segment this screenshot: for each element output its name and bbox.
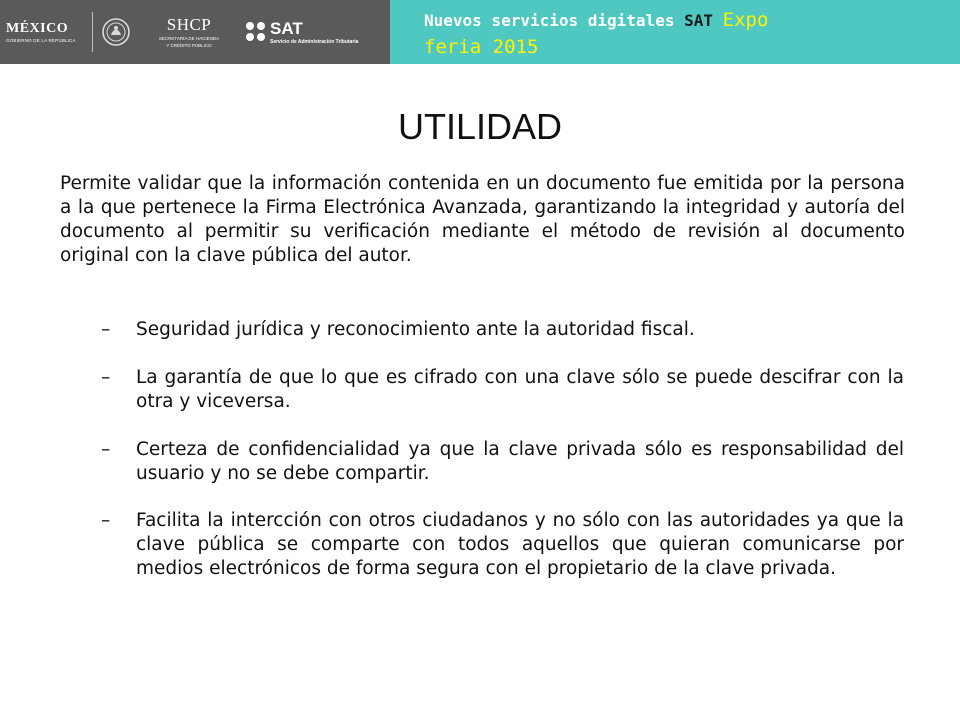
bullet-item: [101, 509, 904, 581]
banner-text-part1: Nuevos servicios digitales: [424, 11, 675, 30]
bullet-item: [101, 438, 904, 486]
event-banner: [390, 0, 960, 64]
sat-logo-title: SAT: [270, 18, 303, 38]
government-logo-strip: [0, 0, 390, 64]
slide-header: [0, 0, 960, 64]
bullet-dash: –: [101, 319, 111, 340]
sat-logo-icon: [245, 21, 267, 43]
slide-paragraph: Permite validar que la información contenida en un documento fue emitida por la persona a la que pertenece la Firma Electrónica Avanzada, garantizando la integridad y autoría del documento al permitir su verificación mediante el método de revisión al documento original con la clave pública del autor.: [60, 173, 905, 266]
national-seal-icon: [101, 17, 131, 47]
bullet-item: [101, 366, 904, 414]
slide-title: UTILIDAD: [397, 106, 563, 147]
banner-text-expo: Expo: [722, 9, 769, 31]
bullet-text: Facilita la intercción con otros ciudadanos y no sólo con las autoridades ya que la clave pública se comparte con todos aquellos que quieran comunicarse por medios electrónicos de forma segura con el propietario de la clave privada.: [136, 510, 904, 579]
bullet-text: Seguridad jurídica y reconocimiento ante la autoridad fiscal.: [136, 319, 695, 340]
shcp-logo-subtitle-2: Y CRÉDITO PÚBLICO: [166, 43, 212, 48]
banner-text-feria: feria 2015: [424, 36, 539, 58]
mexico-logo-title: MÉXICO: [6, 21, 69, 36]
mexico-logo: [6, 0, 88, 64]
shcp-logo: [149, 15, 229, 49]
bullet-text: Certeza de confidencialidad ya que la clave privada sólo es responsabilidad del usuario y no se debe compartir.: [136, 439, 904, 484]
logo-divider: [92, 12, 93, 52]
shcp-logo-subtitle-1: SECRETARÍA DE HACIENDA: [158, 36, 220, 41]
sat-logo: [245, 20, 358, 45]
bullet-dash: –: [101, 510, 111, 531]
shcp-logo-title: SHCP: [166, 15, 212, 34]
mexico-logo-subtitle: GOBIERNO DE LA REPÚBLICA: [6, 38, 76, 43]
bullet-item: [101, 318, 904, 342]
banner-text-sat: SAT: [684, 11, 713, 30]
sat-logo-subtitle: Servicio de Administración Tributaria: [270, 38, 359, 45]
bullet-dash: –: [101, 439, 111, 460]
bullet-dash: –: [101, 367, 111, 388]
bullet-text: La garantía de que lo que es cifrado con una clave sólo se puede descifrar con la otra y viceversa.: [136, 367, 904, 412]
